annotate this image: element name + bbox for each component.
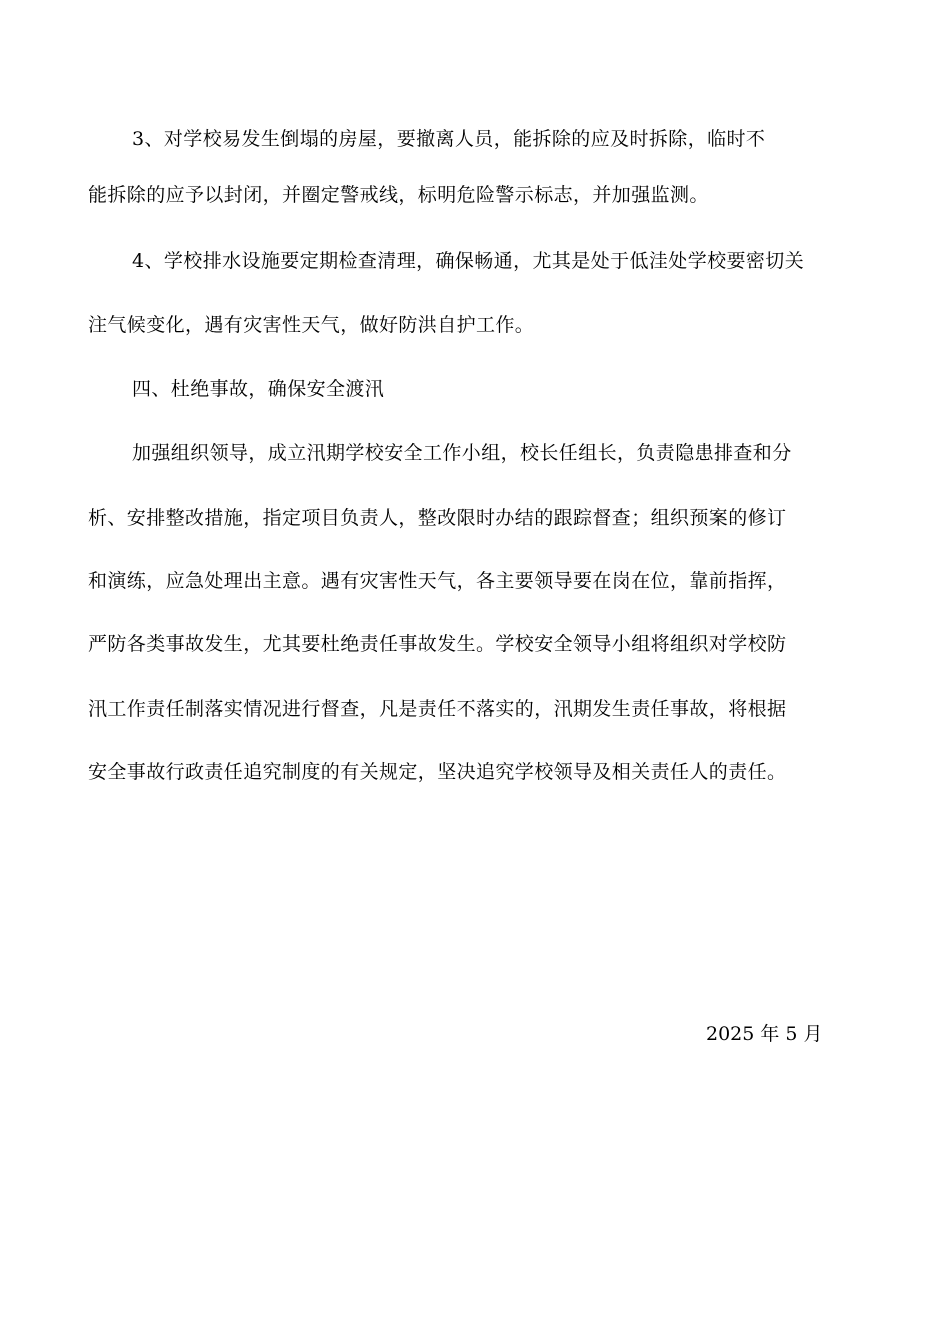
paragraph-5-line-4: 严防各类事故发生，尤其要杜绝责任事故发生。学校安全领导小组将组织对学校防 (88, 633, 787, 655)
paragraph-5-line-2: 析、安排整改措施，指定项目负责人，整改限时办结的跟踪督查；组织预案的修订 (88, 507, 787, 529)
paragraph-5-line-5: 汛工作责任制落实情况进行督查，凡是责任不落实的，汛期发生责任事故，将根据 (88, 698, 787, 720)
paragraph-4-line-1: 4、学校排水设施要定期检查清理，确保畅通，尤其是处于低洼处学校要密切关 (132, 250, 805, 272)
paragraph-5-line-1: 加强组织领导，成立汛期学校安全工作小组，校长任组长，负责隐患排查和分 (132, 442, 792, 464)
section-heading: 四、杜绝事故，确保安全渡汛 (132, 378, 385, 400)
document-date: 2025 年 5 月 (706, 1023, 823, 1045)
paragraph-3-line-2: 能拆除的应予以封闭，并圈定警戒线，标明危险警示标志，并加强监测。 (88, 184, 709, 206)
paragraph-5-line-3: 和演练，应急处理出主意。遇有灾害性天气，各主要领导要在岗在位，靠前指挥， (88, 570, 787, 592)
paragraph-3-line-1: 3、对学校易发生倒塌的房屋，要撤离人员，能拆除的应及时拆除，临时不 (132, 128, 766, 150)
paragraph-4-line-2: 注气候变化，遇有灾害性天气，做好防洪自护工作。 (88, 314, 535, 336)
paragraph-5-line-6: 安全事故行政责任追究制度的有关规定，坚决追究学校领导及相关责任人的责任。 (88, 761, 787, 783)
